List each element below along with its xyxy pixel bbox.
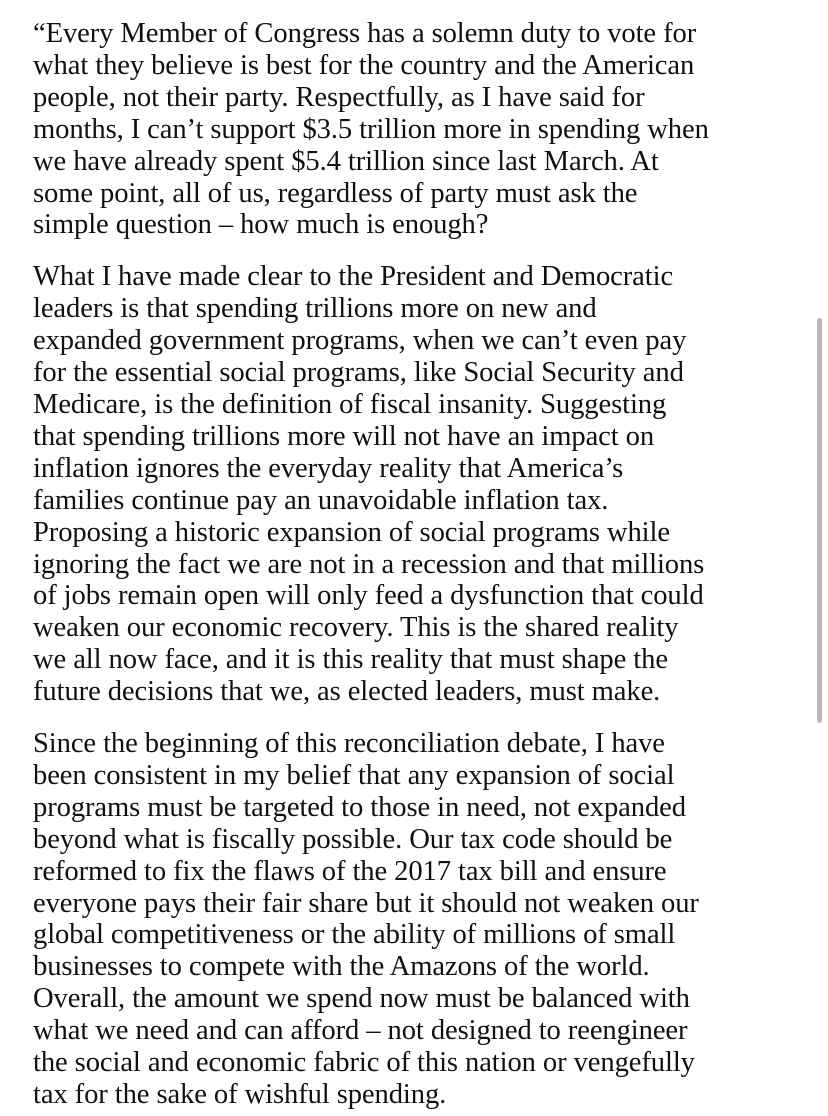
text-line: the social and economic fabric of this nation or vengefully: [33, 1047, 695, 1079]
text-line: programs must be targeted to those in need, not expanded: [33, 791, 686, 823]
text-line: families continue pay an unavoidable inflation tax.: [33, 484, 609, 516]
text-line: expanded government programs, when we can’t even pay: [33, 325, 687, 357]
text-line: that spending trillions more will not have an impact on: [33, 420, 655, 452]
text-line: “Every Member of Congress has a solemn duty to vote for: [33, 18, 697, 49]
text-line: reformed to fix the flaws of the 2017 tax bill and ensure: [33, 855, 667, 887]
text-line: some point, all of us, regardless of party must ask the: [33, 177, 638, 209]
text-line: we have already spent $5.4 trillion since last March. At: [33, 145, 659, 177]
text-line: global competitiveness or the ability of millions of small: [33, 919, 676, 951]
text-line: tax for the sake of wishful spending.: [33, 1079, 447, 1110]
text-line: months, I can’t support $3.5 trillion more in spending when: [33, 113, 709, 145]
paragraph-2: [33, 261, 808, 708]
text-line: Overall, the amount we spend now must be balanced with: [33, 983, 690, 1015]
text-line: leaders is that spending trillions more on new and: [33, 293, 597, 325]
text-line: beyond what is fiscally possible. Our tax code should be: [33, 823, 673, 855]
text-line: ignoring the fact we are not in a recession and that millions: [33, 548, 705, 580]
paragraph-1: [33, 18, 808, 241]
text-line: Medicare, is the definition of fiscal insanity. Suggesting: [33, 388, 667, 420]
text-line: future decisions that we, as elected leaders, must make.: [33, 676, 661, 708]
text-line: inflation ignores the everyday reality that America’s: [33, 452, 624, 484]
text-line: Proposing a historic expansion of social programs while: [33, 516, 670, 548]
text-line: everyone pays their fair share but it should not weaken our: [33, 887, 699, 919]
text-line: What I have made clear to the President and Democratic: [33, 261, 674, 293]
text-line: been consistent in my belief that any expansion of social: [33, 759, 675, 791]
text-line: businesses to compete with the Amazons of the world.: [33, 951, 650, 983]
text-line: for the essential social programs, like Social Security and: [33, 357, 684, 389]
text-line: of jobs remain open will only feed a dysfunction that could: [33, 580, 704, 612]
text-line: weaken our economic recovery. This is the shared reality: [33, 612, 679, 644]
text-line: simple question – how much is enough?: [33, 209, 489, 241]
text-line: we all now face, and it is this reality that must shape the: [33, 644, 668, 676]
text-line: what we need and can afford – not designed to reengineer: [33, 1015, 688, 1047]
text-line: what they believe is best for the country and the American: [33, 49, 695, 81]
text-line: people, not their party. Respectfully, as I have said for: [33, 81, 645, 113]
text-line: Since the beginning of this reconciliation debate, I have: [33, 728, 665, 760]
paragraph-3: [33, 728, 808, 1111]
vertical-scrollbar[interactable]: [817, 318, 822, 723]
statement-text: [33, 18, 808, 1116]
